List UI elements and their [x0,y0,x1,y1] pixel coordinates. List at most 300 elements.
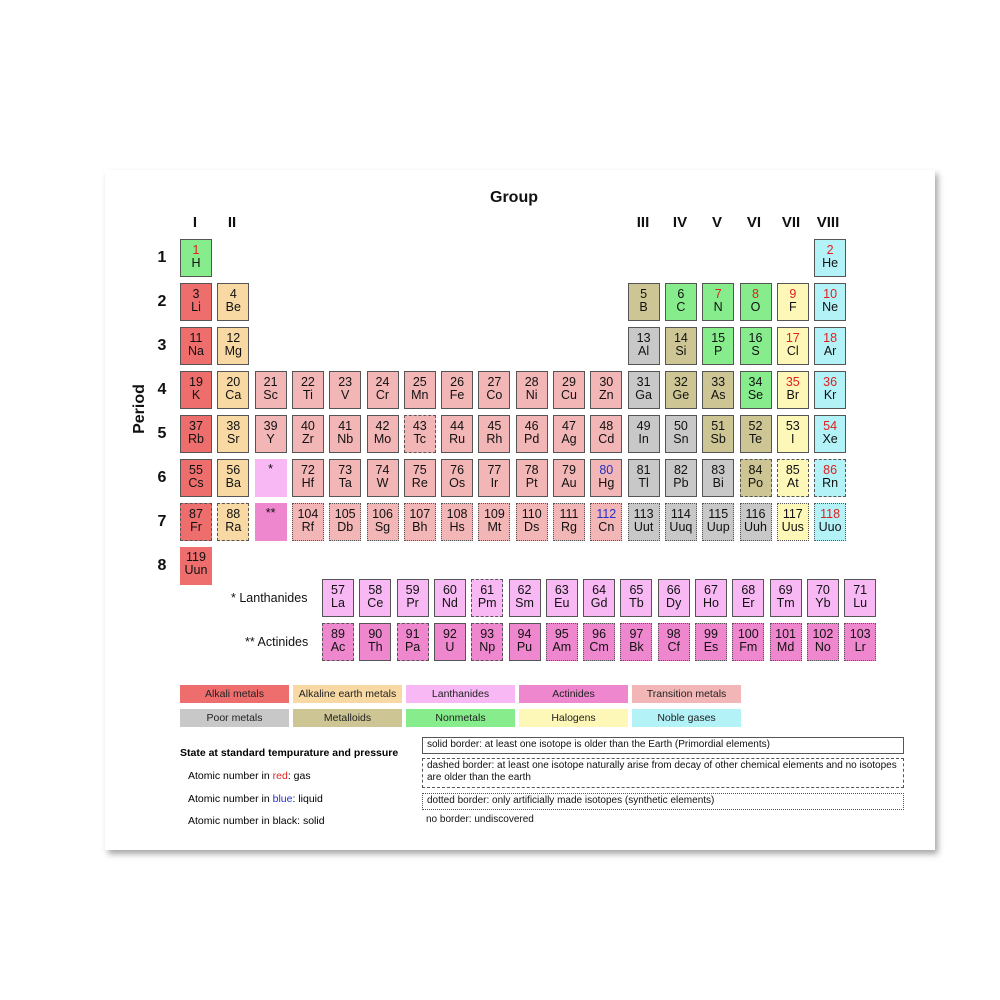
element-symbol: Y [266,432,275,446]
element-symbol: Tb [629,596,644,610]
series-label: ** Actinides [245,635,309,649]
group-label: III [636,214,650,231]
atomic-number: 89 [331,627,345,641]
element-cell [590,415,622,453]
element-cell [359,623,391,661]
element-symbol: Sm [515,596,534,610]
element-symbol: Uuo [818,520,842,534]
element-symbol: Ba [225,476,241,490]
atomic-number: 118 [820,507,841,521]
legend-item: Transition metals [632,685,741,703]
atomic-number: 12 [226,331,241,345]
element-cell [732,579,764,617]
atomic-number: 4 [229,287,237,301]
element-symbol: Rg [561,520,577,534]
period-number: 4 [157,381,167,398]
atomic-number: 58 [368,583,383,597]
element-symbol: He [822,256,839,270]
element-symbol: Ta [338,476,352,490]
element-cell [695,623,727,661]
element-symbol: Db [337,520,354,534]
element-symbol: Fe [449,388,465,402]
atomic-number: 3 [192,287,200,301]
atomic-number: 29 [562,375,576,389]
group-label: I [192,214,198,231]
state-gas-word: red [272,770,288,782]
element-cell [180,239,212,277]
element-cell [322,579,354,617]
element-symbol: K [191,388,201,402]
group-label: VII [781,214,801,231]
group-label: V [711,214,722,231]
atomic-number: 7 [714,287,722,301]
element-cell [590,503,622,541]
atomic-number: 15 [711,331,726,345]
element-cell [509,579,541,617]
element-symbol: Cu [561,388,577,402]
element-cell [740,459,772,497]
element-cell [814,283,846,321]
atomic-number: 107 [409,507,431,521]
atomic-number: 52 [748,419,763,433]
element-symbol: Lu [853,596,868,610]
atomic-number: 51 [711,419,726,433]
atomic-number: 64 [592,583,607,597]
element-symbol: F [788,300,797,314]
atomic-number: 79 [562,463,576,477]
element-cell [180,459,212,497]
element-symbol: Os [449,476,466,490]
group-title: Group [490,189,538,206]
element-cell [777,459,809,497]
element-cell [404,371,436,409]
atomic-number: 5 [640,287,648,301]
element-cell [590,459,622,497]
element-symbol: Cd [598,432,615,446]
element-symbol: Xe [822,432,838,446]
element-cell [814,459,846,497]
atomic-number: 84 [748,463,763,477]
element-symbol: Bk [629,640,644,654]
element-cell [217,503,249,541]
atomic-number: 44 [450,419,465,433]
element-cell [441,415,473,453]
element-cell [471,623,503,661]
element-symbol: Ag [561,432,577,446]
element-symbol: No [814,640,831,654]
element-cell [509,623,541,661]
atomic-number: 9 [789,287,797,301]
legend-item: Nonmetals [406,709,515,727]
element-cell [628,415,660,453]
atomic-number: 96 [592,627,607,641]
element-symbol: S [751,344,760,358]
element-symbol: Np [479,640,496,654]
element-cell [814,415,846,453]
element-symbol: Eu [554,596,570,610]
element-cell [180,415,212,453]
element-symbol: Br [786,388,800,402]
atomic-number: 13 [636,331,651,345]
legend-item: Noble gases [632,709,741,727]
state-liquid-suffix: : liquid [292,793,323,805]
atomic-number: 20 [226,375,241,389]
atomic-number: 14 [673,331,688,345]
atomic-number: 8 [752,287,759,301]
atomic-number: 91 [405,627,420,641]
element-cell [665,415,697,453]
element-cell [217,459,249,497]
atomic-number: 88 [226,507,241,521]
element-symbol: Ga [635,388,652,402]
element-symbol: Pm [477,596,497,610]
element-cell [359,579,391,617]
element-symbol: Uup [706,520,730,534]
atomic-number: 26 [450,375,465,389]
element-symbol: Se [747,388,764,402]
element-cell [546,623,578,661]
element-symbol: Ca [225,388,242,402]
period-number: 1 [157,249,167,266]
element-cell [255,415,287,453]
element-cell [777,371,809,409]
atomic-number: 68 [741,583,756,597]
atomic-number: 106 [372,507,393,521]
element-symbol: Ar [823,344,837,358]
solid-border-note: solid border: at least one isotope is older than the Earth (Primordial elements) [422,737,904,754]
element-cell [740,327,772,365]
atomic-number: 109 [483,507,505,521]
element-symbol: Fm [739,640,758,654]
element-symbol: Mt [487,520,502,534]
atomic-number: 73 [338,463,353,477]
element-cell [478,415,510,453]
atomic-number: 104 [297,507,319,521]
atomic-number: 62 [517,583,532,597]
element-symbol: Md [776,640,795,654]
element-cell [367,371,399,409]
atomic-number: 45 [487,419,502,433]
element-symbol: Ru [449,432,466,446]
atomic-number: 103 [849,627,871,641]
element-cell [583,623,615,661]
element-cell [777,415,809,453]
atomic-number: 37 [189,419,203,433]
element-cell [404,415,436,453]
atomic-number: 99 [704,627,718,641]
element-cell [628,459,660,497]
element-symbol: V [341,388,350,402]
atomic-number: 41 [338,419,353,433]
element-cell [740,415,772,453]
element-symbol: Ra [225,520,242,534]
element-symbol: La [331,596,345,610]
atomic-number: 92 [442,627,457,641]
element-symbol: N [713,300,723,314]
element-symbol: Uuh [744,520,767,534]
element-symbol: Es [703,640,719,654]
element-symbol: Cf [667,640,680,654]
element-cell [180,503,212,541]
atomic-number: 100 [737,627,759,641]
atomic-number: 40 [300,419,315,433]
atomic-number: 74 [375,463,390,477]
atomic-number: 10 [823,287,838,301]
atomic-number: 28 [524,375,539,389]
atomic-number: 54 [823,419,838,433]
element-symbol: Li [191,300,201,314]
element-cell [807,623,839,661]
legend-item: Halogens [519,709,628,727]
atomic-number: 31 [636,375,651,389]
atomic-number: 86 [823,463,838,477]
element-symbol: W [376,476,389,490]
atomic-number: 59 [405,583,420,597]
atomic-number: 33 [711,375,726,389]
element-cell [292,503,324,541]
period-number: 3 [157,337,167,354]
period-number: 6 [157,469,167,486]
element-symbol: H [191,256,201,270]
element-symbol: Gd [590,596,608,610]
atomic-number: 18 [823,331,838,345]
period-number: 2 [157,293,167,310]
atomic-number: 77 [487,463,502,477]
legend-item: Actinides [519,685,628,703]
atomic-number: 105 [334,507,356,521]
atomic-number: 70 [815,583,830,597]
element-symbol: Re [411,476,428,490]
atomic-number: 114 [670,507,691,521]
element-cell [180,371,212,409]
group-label: II [227,214,237,231]
element-cell [553,371,585,409]
atomic-number: 24 [375,375,390,389]
element-symbol: Pa [404,640,421,654]
element-symbol: Lr [854,640,866,654]
atomic-number: 94 [517,627,532,641]
element-symbol: Uuq [669,520,693,534]
element-symbol: I [791,432,795,446]
element-cell [732,623,764,661]
element-symbol: Fr [190,520,202,534]
element-cell [180,283,212,321]
element-cell [478,459,510,497]
element-cell [516,503,548,541]
atomic-number: 19 [189,375,203,389]
atomic-number: 119 [186,550,206,564]
element-symbol: Ho [703,596,719,610]
element-symbol: Ce [367,596,384,610]
element-symbol: Yb [815,596,831,610]
element-symbol: Mn [411,388,429,402]
element-symbol: Kr [823,388,837,402]
element-cell [814,371,846,409]
atomic-number: 46 [524,419,539,433]
element-symbol: Pu [516,640,533,654]
state-liquid-prefix: Atomic number in [188,793,273,805]
atomic-number: 80 [599,463,614,477]
element-symbol: Tm [776,596,795,610]
atomic-number: 113 [633,507,654,521]
atomic-number: 69 [778,583,793,597]
element-symbol: As [710,388,726,402]
atomic-number: 53 [785,419,800,433]
element-symbol: Rn [822,476,839,490]
element-cell [367,459,399,497]
legend-item: Lanthanides [406,685,515,703]
element-cell [665,459,697,497]
element-symbol: Co [486,388,503,402]
state-gas-suffix: : gas [287,770,311,782]
element-symbol: Mg [224,344,242,358]
element-symbol: Uut [633,520,654,534]
element-cell [322,623,354,661]
element-symbol: Cn [598,520,615,534]
element-cell [329,415,361,453]
element-cell [255,371,287,409]
element-cell [217,283,249,321]
element-cell [434,623,466,661]
atomic-number: 65 [629,583,644,597]
element-symbol: Pb [673,476,689,490]
atomic-number: 117 [782,507,803,521]
element-cell [628,283,660,321]
element-symbol: Ge [672,388,690,402]
element-cell [814,239,846,277]
atomic-number: 35 [785,375,800,389]
atomic-number: 27 [487,375,502,389]
element-symbol: Be [225,300,241,314]
element-cell [397,579,429,617]
atomic-number: 67 [704,583,718,597]
atomic-number: 6 [677,287,685,301]
element-cell [620,579,652,617]
placeholder-mark: * [268,462,274,476]
element-cell [665,327,697,365]
atomic-number: 116 [745,507,766,521]
element-cell [620,623,652,661]
element-symbol: Te [748,432,763,446]
element-cell [217,327,249,365]
element-symbol: Rf [301,520,315,534]
placeholder-mark: ** [265,506,276,520]
no-border-note: no border: undiscovered [426,814,534,825]
element-cell [702,503,734,541]
atomic-number: 95 [554,627,569,641]
element-cell [516,415,548,453]
group-label: VI [746,214,762,231]
element-cell [844,579,876,617]
element-cell [478,371,510,409]
element-symbol: U [445,640,455,654]
element-symbol: Mo [373,432,392,446]
element-cell [628,503,660,541]
element-cell [740,503,772,541]
atomic-number: 115 [708,507,729,521]
element-cell [516,371,548,409]
element-symbol: At [786,476,799,490]
element-cell [770,579,802,617]
atomic-number: 43 [412,419,427,433]
element-symbol: Tl [638,476,649,490]
element-cell [702,283,734,321]
element-symbol: Dy [666,596,682,610]
element-symbol: Al [638,344,650,358]
element-cell [441,371,473,409]
legend-item: Metalloids [293,709,402,727]
atomic-number: 102 [812,627,834,641]
element-symbol: Sr [227,432,240,446]
atomic-number: 32 [673,375,688,389]
element-symbol: Si [675,344,687,358]
group-label: VIII [816,214,840,231]
atomic-number: 108 [446,507,468,521]
element-cell [590,371,622,409]
element-cell [702,415,734,453]
period-label: Period [131,384,148,434]
element-cell [441,503,473,541]
atomic-number: 39 [263,419,278,433]
element-symbol: Rb [188,432,204,446]
atomic-number: 56 [226,463,241,477]
element-cell [516,459,548,497]
atomic-number: 83 [711,463,726,477]
element-cell [553,459,585,497]
element-cell [367,503,399,541]
element-symbol: Cr [375,388,390,402]
element-cell [397,623,429,661]
element-symbol: Cl [786,344,799,358]
element-symbol: Cm [589,640,609,654]
element-cell [658,579,690,617]
atomic-number: 30 [599,375,614,389]
state-gas-note [188,770,311,782]
atomic-number: 42 [375,419,390,433]
period-number: 7 [157,513,167,530]
element-cell [329,371,361,409]
atomic-number: 21 [263,375,278,389]
dashed-border-note: dashed border: at least one isotope naturally arise from decay of other chemical elements and no isotopes are older than the earth [422,758,904,788]
atomic-number: 110 [521,507,542,521]
element-cell [217,371,249,409]
atomic-number: 60 [442,583,457,597]
element-symbol: Pr [406,596,419,610]
atomic-number: 87 [189,507,203,521]
atomic-number: 85 [785,463,800,477]
atomic-number: 11 [189,331,203,345]
state-liquid-note [188,793,323,805]
atomic-number: 66 [666,583,681,597]
element-symbol: Hs [449,520,465,534]
element-symbol: Tc [413,432,427,446]
period-number: 5 [157,425,167,442]
element-cell [478,503,510,541]
element-symbol: C [676,300,686,314]
element-symbol: B [639,300,648,314]
element-symbol: Nb [337,432,354,446]
element-symbol: Sc [263,388,278,402]
element-cell [471,579,503,617]
element-symbol: Er [742,596,755,610]
atomic-number: 48 [599,419,614,433]
element-cell [628,327,660,365]
element-symbol: Cs [188,476,204,490]
element-cell [702,327,734,365]
atomic-number: 2 [826,243,834,257]
element-cell [583,579,615,617]
element-cell [292,371,324,409]
